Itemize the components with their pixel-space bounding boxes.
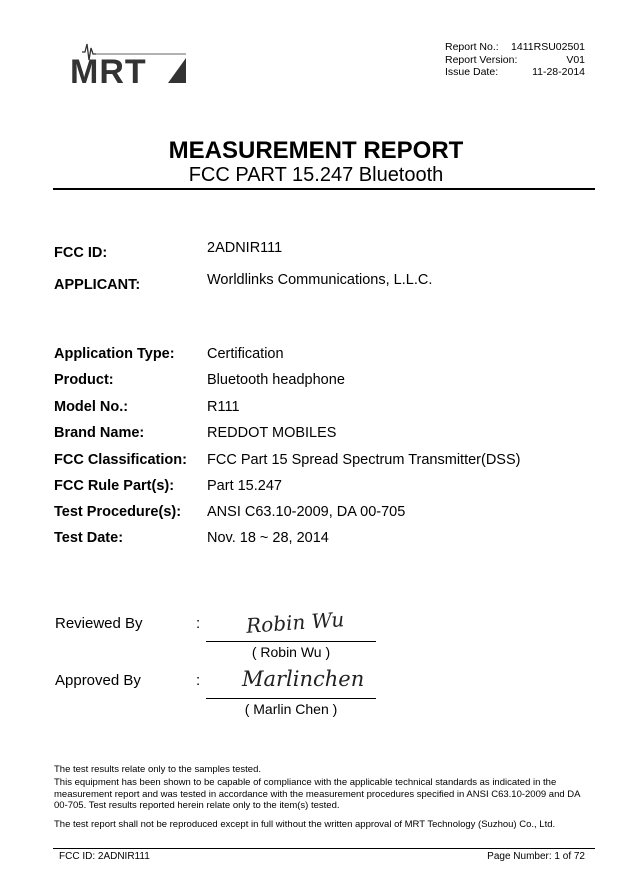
- reviewed-by-label: Reviewed By: [55, 615, 143, 632]
- footer-fcc-id: FCC ID: 2ADNIR111: [59, 851, 150, 862]
- mrt-logo: [68, 40, 190, 91]
- reviewed-signature: [238, 602, 348, 640]
- approved-name: ( Marlin Chen ): [244, 701, 338, 717]
- fcc-id-value: 2ADNIR111: [207, 240, 283, 256]
- disclaimer-line-1: The test results relate only to the samples tested.: [54, 764, 261, 775]
- report-no-row: [445, 41, 585, 54]
- test-procedures-label: Test Procedure(s):: [54, 504, 182, 520]
- fcc-rule-parts-value: Part 15.247: [207, 478, 282, 494]
- fcc-classification-value: FCC Part 15 Spread Spectrum Transmitter(DSS): [207, 452, 521, 468]
- disclaimer-paragraph-2: This equipment has been shown to be capable of compliance with the applicable technical standards as indicated in the measurement report and was tested in accordance with the measurement procedures specified in ANSI C63.10-2009 and DA 00-705. Test results reported herein relate only to the item(s) tested.: [54, 777, 580, 811]
- model-no-label: Model No.:: [54, 399, 129, 415]
- footer-divider: [53, 848, 595, 849]
- model-no-value: R111: [207, 399, 240, 415]
- issue-date: 11-28-2014: [532, 66, 585, 78]
- report-version: V01: [566, 53, 585, 66]
- page-subtitle: FCC PART 15.247 Bluetooth: [188, 164, 444, 186]
- reviewed-signature-line: [206, 641, 376, 642]
- svg-text:MRT: MRT: [70, 53, 147, 91]
- issue-date-row: [445, 66, 585, 79]
- reviewed-name: ( Robin Wu ): [251, 644, 331, 660]
- application-type-label: Application Type:: [54, 346, 175, 362]
- approved-signature: [240, 660, 365, 696]
- approved-signature-line: [206, 698, 376, 699]
- fcc-id-label: FCC ID:: [54, 245, 108, 261]
- product-value: Bluetooth headphone: [207, 372, 345, 388]
- approved-colon: :: [196, 672, 201, 689]
- brand-name-label: Brand Name:: [54, 425, 145, 441]
- page-title: MEASUREMENT REPORT: [168, 137, 464, 164]
- report-no: 1411RSU02501: [511, 41, 585, 53]
- footer-page-number: Page Number: 1 of 72: [487, 851, 585, 862]
- test-date-value: Nov. 18 ~ 28, 2014: [207, 530, 329, 546]
- product-label: Product:: [54, 372, 114, 388]
- svg-text:Marlinchen: Marlinchen: [242, 667, 365, 691]
- brand-name-value: REDDOT MOBILES: [207, 425, 337, 441]
- fcc-classification-label: FCC Classification:: [54, 452, 187, 468]
- report-version-label: Report Version:: [445, 53, 518, 66]
- application-type-value: Certification: [207, 346, 284, 362]
- test-date-label: Test Date:: [54, 530, 124, 546]
- applicant-label: APPLICANT:: [54, 277, 141, 293]
- disclaimer-paragraph-3: The test report shall not be reproduced except in full without the written approval of MRT Technology (Suzhou) Co., Ltd.: [54, 819, 556, 830]
- applicant-value: Worldlinks Communications, L.L.C.: [207, 272, 433, 288]
- test-procedures-value: ANSI C63.10-2009, DA 00-705: [207, 504, 406, 520]
- fcc-rule-parts-label: FCC Rule Part(s):: [54, 478, 175, 494]
- report-version-row: [445, 54, 585, 67]
- svg-text:Robin Wu: Robin Wu: [245, 607, 345, 638]
- title-divider: [53, 188, 595, 190]
- report-no-label: Report No.:: [445, 41, 499, 53]
- reviewed-colon: :: [196, 615, 201, 632]
- issue-date-label: Issue Date:: [445, 66, 499, 78]
- approved-by-label: Approved By: [55, 672, 141, 689]
- report-meta: [445, 41, 585, 79]
